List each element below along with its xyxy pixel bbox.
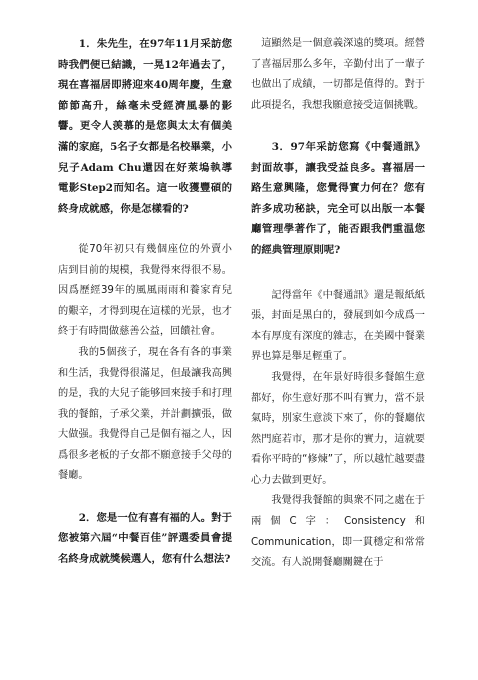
answer-1-paragraph-1: 從70年初只有幾個座位的外賣小店到目前的規模，我覺得來得很不易。因爲歷經39年的風風雨雨和養家育兒的艱辛，才得到現在這樣的光景，也才終于有時間做慈善公益，回饋社會。 [58, 243, 232, 338]
question-2: 2．您是一位有喜有福的人。對于您被第六屆“中餐百佳”評選委員會提名終身成就獎候選人，您有什么想法? [58, 511, 232, 565]
paragraph-spacer [58, 487, 232, 508]
answer-1-paragraph-2: 我的5個孩子，現在各有各的事業和生活，我覺得很滿足，但最讓我高興的是，我的大兒子能够回來接手和打理我的餐館，子承父業，并計劃擴張，做大做强。我覺得自己是個有福之人，因爲很多老板的子女都不願意接手父母的餐廳。 [58, 346, 232, 482]
left-column [58, 34, 232, 569]
paragraph-spacer [251, 261, 425, 286]
answer-2: 這顯然是一個意義深遠的獎項。經營了喜福居那么多年，辛勤付出了一輩子也做出了成績，一切都是值得的。對于此項提名，我想我願意接受這個挑戰。 [251, 38, 425, 111]
paragraph-spacer [58, 219, 232, 240]
question-1: 1．朱先生，在97年11月采訪您時我們便已結識，一晃12年過去了，現在喜福居即將迎來40周年慶，生意節節高升，絲毫未受經濟風暴的影響。更令人羡慕的是您與太太有個美滿的家庭，5名子女都是名校畢業，小兒子Adam Chu還因在好萊塢執導電影Step2而知名。這一收獲豐碩的終身成就感，你是怎樣看的? [58, 38, 232, 215]
paragraph-spacer [251, 116, 425, 137]
answer-3-paragraph-3: 我覺得我餐館的與衆不同之處在于兩個C字：Consistency和Communication，即一貫穩定和常常交流。有人説開餐廳關鍵在于 [251, 495, 425, 569]
right-column [251, 34, 425, 574]
answer-3-paragraph-1: 記得當年《中餐通訊》還是報紙紙張，封面是黑白的，發展到如今成爲一本有厚度有深度的雜志，在美國中餐業界也算是舉足輕重了。 [251, 289, 425, 363]
answer-3-paragraph-2: 我覺得，在年景好時很多餐館生意都好，你生意好那不叫有實力，當不景氣時，別家生意淡下來了，你的餐廳依然門庭若市，那才是你的實力，這就要看你平時的“修煉”了，所以越忙越要盡心力去做到更好。 [251, 371, 425, 486]
question-3: 3．97年采訪您寫《中餐通訊》封面故事，讓我受益良多。喜福居一路生意興隆，您覺得實力何在？您有許多成功秘訣，完全可以出版一本餐廳管理學著作了，能否跟我們重温您的經典管理原則呢? [251, 140, 425, 256]
